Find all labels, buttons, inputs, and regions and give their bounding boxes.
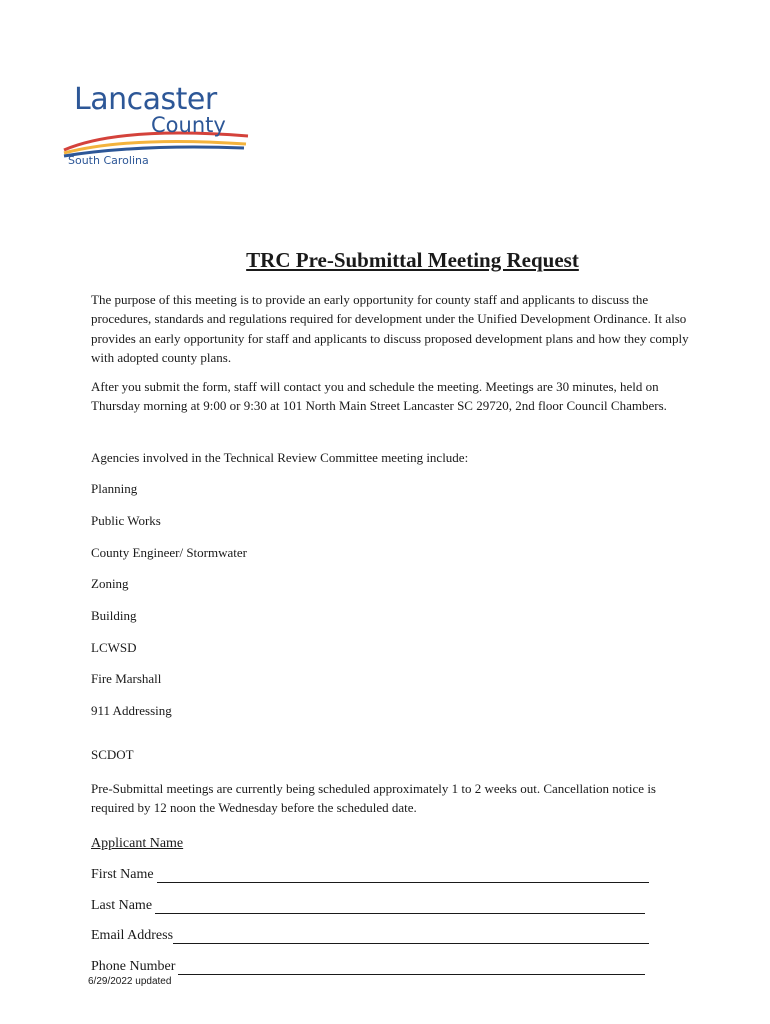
- agency-item: Fire Marshall: [91, 671, 162, 686]
- purpose-paragraph: The purpose of this meeting is to provide an early opportunity for county staff and applicants to discuss the procedures, standards and regulations required for development under the Unified Development Ordinance. It also provides an early opportunity for staff and applicants to discuss proposed development plans and how they comply with adopted county plans.: [91, 292, 689, 365]
- logo-text-county: County: [151, 113, 226, 137]
- agency-item: SCDOT: [91, 747, 134, 762]
- agency-item: Planning: [91, 481, 138, 496]
- logo-text-state: South Carolina: [68, 154, 149, 167]
- first-name-field: [91, 867, 649, 883]
- email-label: Email Address: [91, 928, 174, 943]
- phone-label: Phone Number: [91, 959, 176, 974]
- footer-updated-date: 6/29/2022 updated: [88, 976, 172, 987]
- last-name-label: Last Name: [91, 898, 153, 913]
- phone-field: [91, 959, 645, 975]
- scheduling-note: Pre-Submittal meetings are currently being scheduled approximately 1 to 2 weeks out. Cancellation notice is required by 12 noon the Wednesday before the scheduled date.: [91, 781, 656, 816]
- agency-item: Zoning: [91, 576, 129, 591]
- logo-text-lancaster: Lancaster: [74, 82, 217, 117]
- first-name-input-line[interactable]: [157, 868, 649, 883]
- agency-item: County Engineer/ Stormwater: [91, 545, 247, 560]
- agency-item: Public Works: [91, 513, 161, 528]
- schedule-paragraph: After you submit the form, staff will contact you and schedule the meeting. Meetings are 30 minutes, held on Thursday morning at 9:00 or 9:30 at 101 North Main Street Lancaster SC 29720, 2nd floor Council Chambers.: [91, 379, 667, 414]
- agency-item: Building: [91, 608, 137, 623]
- phone-input-line[interactable]: [178, 960, 645, 975]
- county-logo: [60, 82, 250, 172]
- last-name-field: [91, 898, 645, 914]
- applicant-heading: Applicant Name: [91, 836, 184, 851]
- agency-item: 911 Addressing: [91, 703, 172, 718]
- email-input-line[interactable]: [173, 929, 649, 944]
- last-name-input-line[interactable]: [155, 899, 645, 914]
- agency-item: LCWSD: [91, 640, 137, 655]
- first-name-label: First Name: [91, 867, 154, 882]
- email-field: [91, 928, 649, 944]
- page-title: TRC Pre-Submittal Meeting Request: [246, 248, 579, 272]
- agencies-intro: Agencies involved in the Technical Review Committee meeting include:: [91, 450, 469, 465]
